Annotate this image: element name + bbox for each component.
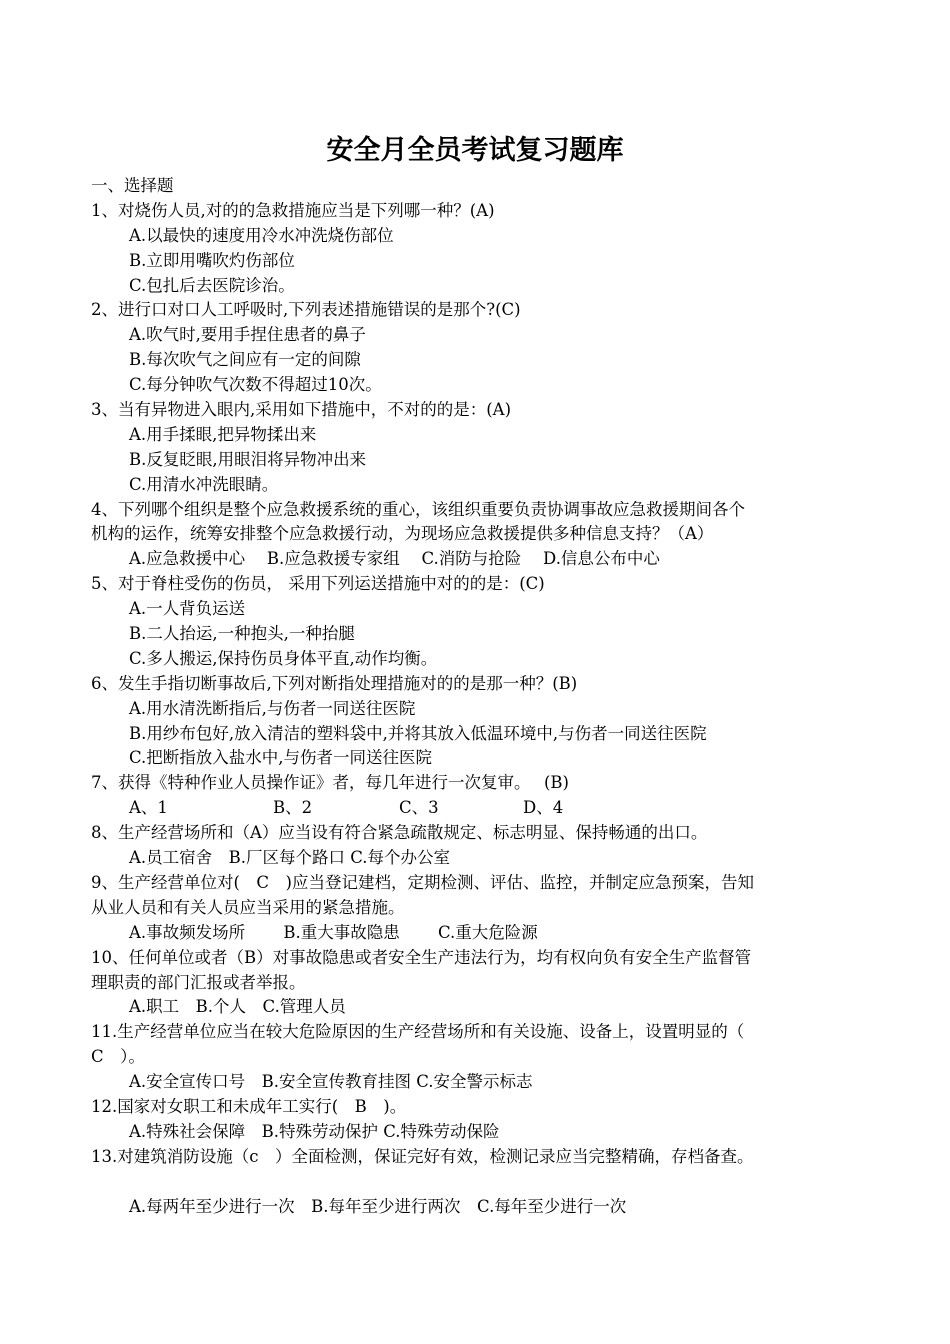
- question-text: 1、对烧伤人员,对的的急救措施应当是下列哪一种？(A): [91, 200, 495, 220]
- answer-option: A.职工 B.个人 C.管理人员: [129, 997, 346, 1017]
- question-text: 11.生产经营单位应当在较大危险原因的生产经营场所和有关设施、设备上，设置明显的（: [91, 1022, 745, 1042]
- section-heading: 一、选择题: [91, 176, 174, 195]
- answer-option: A.应急救援中心 B.应急救援专家组 C.消防与抢险 D.信息公布中心: [129, 549, 660, 569]
- question-text: 2、进行口对口人工呼吸时,下列表述措施错误的是那个?(C): [91, 300, 521, 320]
- document-title: 安全月全员考试复习题库: [326, 135, 624, 166]
- question-text: 7、获得《特种作业人员操作证》者，每几年进行一次复审。 (B): [91, 773, 569, 793]
- blank-line: [91, 1170, 861, 1195]
- question-text: 3、当有异物进入眼内,采用如下措施中，不对的的是：(A): [91, 400, 512, 420]
- answer-option: B.二人抬运,一种抱头,一种抬腿: [129, 624, 355, 644]
- question-text: 机构的运作，统筹安排整个应急救援行动，为现场应急救援提供多种信息支持？（A）: [91, 524, 714, 544]
- question-text: 从业人员和有关人员应当采用的紧急措施。: [91, 897, 405, 917]
- answer-option: C、3: [399, 798, 439, 818]
- answer-option: A.每两年至少进行一次 B.每年至少进行两次 C.每年至少进行一次: [129, 1196, 627, 1216]
- answer-option: B.反复眨眼,用眼泪将异物冲出来: [129, 449, 367, 469]
- answer-option: A.员工宿舍 B.厂区每个路口 C.每个办公室: [129, 848, 451, 868]
- question-text: 理职责的部门汇报或者举报。: [91, 972, 306, 992]
- question-text: 13.对建筑消防设施（c ）全面检测，保证完好有效，检测记录应当完整精确，存档备查。: [91, 1146, 754, 1166]
- answer-option-row: [91, 796, 861, 821]
- answer-option: A.用手揉眼,把异物揉出来: [129, 424, 317, 444]
- answer-option: A.以最快的速度用冷水冲洗烧伤部位: [129, 225, 394, 245]
- answer-option: C.多人搬运,保持伤员身体平直,动作均衡。: [129, 648, 438, 668]
- answer-option: C.包扎后去医院诊治。: [129, 275, 295, 295]
- answer-option: C.用清水冲洗眼睛。: [129, 474, 279, 494]
- answer-option: A.用水清洗断指后,与伤者一同送往医院: [129, 698, 416, 718]
- answer-option: A.吹气时,要用手捏住患者的鼻子: [129, 325, 366, 345]
- question-text: 5、对于脊柱受伤的伤员， 采用下列运送措施中对的的是：(C): [91, 574, 545, 594]
- question-text: 6、发生手指切断事故后,下列对断指处理措施对的的是那一种？(B): [91, 673, 578, 693]
- question-text: 8、生产经营场所和（A）应当设有符合紧急疏散规定、标志明显、保持畅通的出口。: [91, 823, 708, 843]
- answer-option: A.安全宣传口号 B.安全宣传教育挂图 C.安全警示标志: [129, 1072, 533, 1092]
- answer-option: A.一人背负运送: [129, 599, 246, 619]
- question-text: 9、生产经营单位对( C )应当登记建档，定期检测、评估、监控，并制定应急预案，告知: [91, 872, 754, 892]
- answer-option: B、2: [273, 798, 313, 818]
- answer-option: A.事故频发场所 B.重大事故隐患 C.重大危险源: [129, 922, 538, 942]
- answer-option: D、4: [523, 798, 564, 818]
- answer-option: C.把断指放入盐水中,与伤者一同送往医院: [129, 748, 433, 768]
- answer-option: C.每分钟吹气次数不得超过10次。: [129, 375, 382, 395]
- answer-option: B.立即用嘴吹灼伤部位: [129, 250, 295, 270]
- question-text: 4、下列哪个组织是整个应急救援系统的重心，该组织重要负责协调事故应急救援期间各个: [91, 499, 745, 519]
- answer-option: A.特殊社会保障 B.特殊劳动保护 C.特殊劳动保险: [129, 1121, 500, 1141]
- question-list: [91, 174, 861, 1219]
- question-text: C ）。: [91, 1047, 145, 1067]
- answer-option: B.用纱布包好,放入清洁的塑料袋中,并将其放入低温环境中,与伤者一同送往医院: [129, 723, 707, 743]
- question-text: 12.国家对女职工和未成年工实行( B )。: [91, 1096, 407, 1116]
- answer-option: A、1: [129, 798, 168, 818]
- answer-option: B.每次吹气之间应有一定的间隙: [129, 350, 361, 370]
- question-text: 10、任何单位或者（B）对事故隐患或者安全生产违法行为，均有权向负有安全生产监督管: [91, 947, 752, 967]
